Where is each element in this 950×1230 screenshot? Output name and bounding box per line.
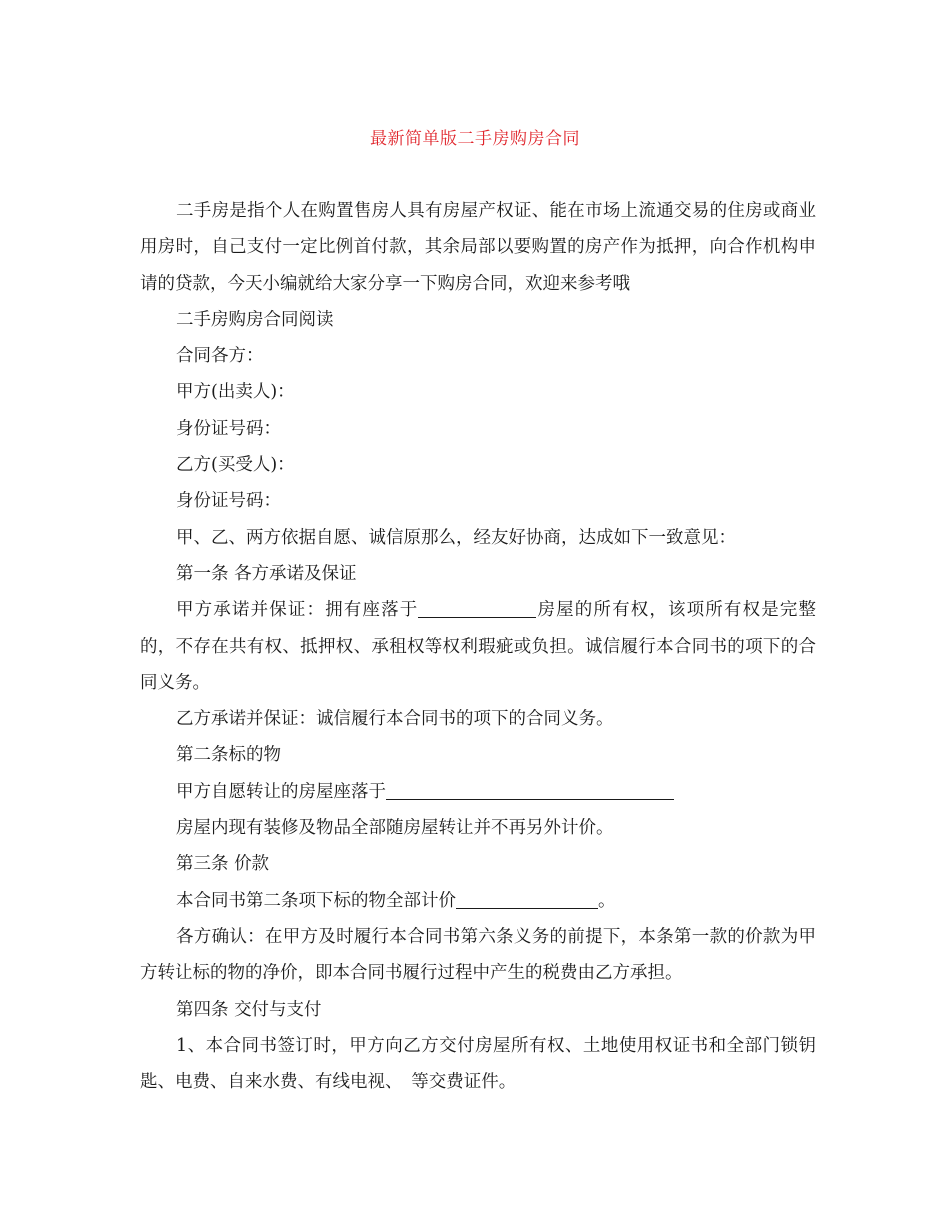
article2-fixtures: 房屋内现有装修及物品全部随房屋转让并不再另外计价。 — [176, 818, 614, 839]
party-b-label: 乙方(买受人)： — [176, 455, 295, 476]
transfer-location-blank — [386, 779, 674, 800]
article1-heading: 第一条 各方承诺及保证 — [176, 563, 357, 584]
article3-confirmation: 各方确认：在甲方及时履行本合同书第六条义务的前提下，本条第一款的价款为甲方转让标的物的净价，即本合同书履行过程中产生的税费由乙方承担。 — [140, 926, 816, 984]
article4-item1: 1、本合同书签订时，甲方向乙方交付房屋所有权、土地使用权证书和全部门锁钥匙、电费、自来水费、有线电视、 等交费证件。 — [140, 1035, 816, 1093]
party-a-id-label: 身份证号码： — [176, 418, 281, 439]
party-a-label: 甲方(出卖人)： — [176, 382, 295, 403]
agreement-intro: 甲、乙、两方依据自愿、诚信原那么，经友好协商，达成如下一致意见： — [176, 527, 736, 548]
price-blank — [456, 888, 598, 909]
document-title: 最新简单版二手房购房合同 — [370, 129, 580, 149]
party-a-promise-pre: 甲方承诺并保证：拥有座落于 — [176, 600, 419, 621]
article2-location — [140, 774, 816, 810]
article1-party-a-promise — [140, 592, 816, 701]
article3-price — [140, 883, 816, 919]
party-a-promise-post: 房屋的所有权，该项所有权是完整的，不存在共有权、抵押权、承租权等权利瑕疵或负担。诚信履行本合同书的项下的合同义务。 — [140, 600, 817, 693]
section-heading: 二手房购房合同阅读 — [176, 309, 334, 330]
article2-heading: 第二条标的物 — [176, 745, 281, 766]
article1-party-b-promise: 乙方承诺并保证：诚信履行本合同书的项下的合同义务。 — [176, 709, 614, 730]
document-body — [140, 193, 816, 1100]
price-label: 本合同书第二条项下标的物全部计价 — [176, 890, 456, 911]
article3-heading: 第三条 价款 — [176, 854, 270, 875]
property-location-blank — [418, 597, 536, 618]
parties-label: 合同各方： — [176, 346, 264, 367]
party-b-id-label: 身份证号码： — [176, 491, 281, 512]
intro-paragraph: 二手房是指个人在购置售房人具有房屋产权证、能在市场上流通交易的住房或商业用房时，自己支付一定比例首付款，其余局部以要购置的房产作为抵押，向合作机构申请的贷款，今天小编就给大家分享一下购房合同，欢迎来参考哦 — [140, 201, 816, 294]
article4-heading: 第四条 交付与支付 — [176, 999, 322, 1020]
price-suffix: 。 — [598, 890, 616, 911]
location-label: 甲方自愿转让的房屋座落于 — [176, 781, 386, 802]
